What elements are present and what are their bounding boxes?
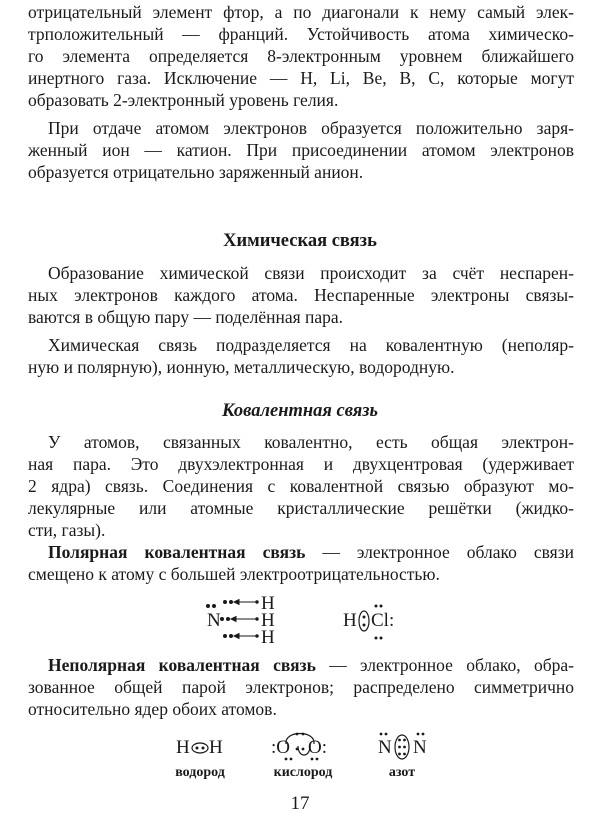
paragraph-nonpolar xyxy=(28,654,574,720)
text-line: ваются в общую пару — поделённая пара. xyxy=(28,307,344,327)
atom-h: H xyxy=(261,627,275,648)
term-polar: Полярная ковалентная связь xyxy=(48,542,306,562)
text-line: образовать 2-электронный уровень гелия. xyxy=(28,90,339,110)
atom-h: H xyxy=(261,593,275,614)
atom-o: O: xyxy=(308,737,327,758)
paragraph-polar xyxy=(28,541,574,585)
atom-o: :O xyxy=(271,737,290,758)
term-nonpolar: Неполярная ковалентная связь xyxy=(48,655,316,675)
text-line: женный ион — катион. При присоединении атомом электронов xyxy=(28,140,574,160)
text-line: У атомов, связанных ковалентно, есть общая электрон- xyxy=(48,432,574,452)
text-line: 2 ядра) связь. Соединения с ковалентной связью образуют мо- xyxy=(28,476,574,496)
text-line: ная пара. Это двухэлектронная и двухцентровая (удерживает xyxy=(28,454,574,474)
atom-n: N xyxy=(378,737,392,758)
text-line: инертного газа. Исключение — H, Li, Be, B, C, которые могут xyxy=(28,68,574,88)
atom-cl: Cl: xyxy=(371,610,395,631)
molecule-label: водород xyxy=(175,765,225,780)
atom-n: N xyxy=(207,610,221,631)
text-line: смещено к атому с большей электроотрицательностью. xyxy=(28,564,440,584)
text-line: образуется отрицательно заряженный анион. xyxy=(28,162,364,182)
electron-cloud xyxy=(356,600,396,646)
text-line: лекулярные или атомные кристаллические решётки (жидко- xyxy=(28,498,574,518)
text-line: сти, газы). xyxy=(28,520,106,540)
paragraph-3 xyxy=(28,262,574,328)
text-line: зованное общей парой электронов; распределено симметрично xyxy=(28,677,574,697)
text-line: Образование химической связи происходит за счёт неспарен- xyxy=(48,263,574,283)
atom-h: H xyxy=(209,737,223,758)
page-number: 17 xyxy=(290,793,310,814)
text-line: относительно ядер обоих атомов. xyxy=(28,699,277,719)
text-line: го элемента определяется 8-электронным уровнем ближайшего xyxy=(28,46,574,66)
paragraph-5 xyxy=(28,431,574,541)
text: — электронное облако, обра- xyxy=(315,655,574,675)
text-line: При отдаче атомом электронов образуется положительно заря- xyxy=(48,118,574,138)
paragraph-1 xyxy=(28,1,574,111)
shared-pairs-loops xyxy=(276,728,336,764)
text-line: ных электронов каждого атома. Неспаренные электроны связы- xyxy=(28,285,574,305)
paragraph-2 xyxy=(28,117,574,183)
atom-h: H xyxy=(176,737,190,758)
atom-h: H xyxy=(343,610,357,631)
text: — электронное облако связи xyxy=(305,542,575,562)
molecule-label: кислород xyxy=(273,765,333,780)
paragraph-4 xyxy=(28,334,574,378)
atom-n: N xyxy=(413,737,427,758)
electron-pair-arrows xyxy=(200,596,260,646)
molecule-label: азот xyxy=(388,765,416,780)
shared-pairs-oval xyxy=(376,728,430,762)
text-line: трположительный — франций. Устойчивость атома химическо- xyxy=(28,24,574,44)
atom-h: H xyxy=(261,610,275,631)
heading-chemical-bond: Химическая связь xyxy=(223,231,377,251)
text-line xyxy=(28,654,574,676)
text-line: отрицательный элемент фтор, а по диагонали к нему самый элек- xyxy=(28,2,574,22)
text-line xyxy=(28,541,574,563)
shared-pair-oval xyxy=(190,738,210,758)
text-line: ную и полярную), ионную, металлическую, водородную. xyxy=(28,357,455,377)
text-line: Химическая связь подразделяется на ковалентную (неполяр- xyxy=(48,335,574,355)
heading-covalent-bond: Ковалентная связь xyxy=(222,401,378,421)
